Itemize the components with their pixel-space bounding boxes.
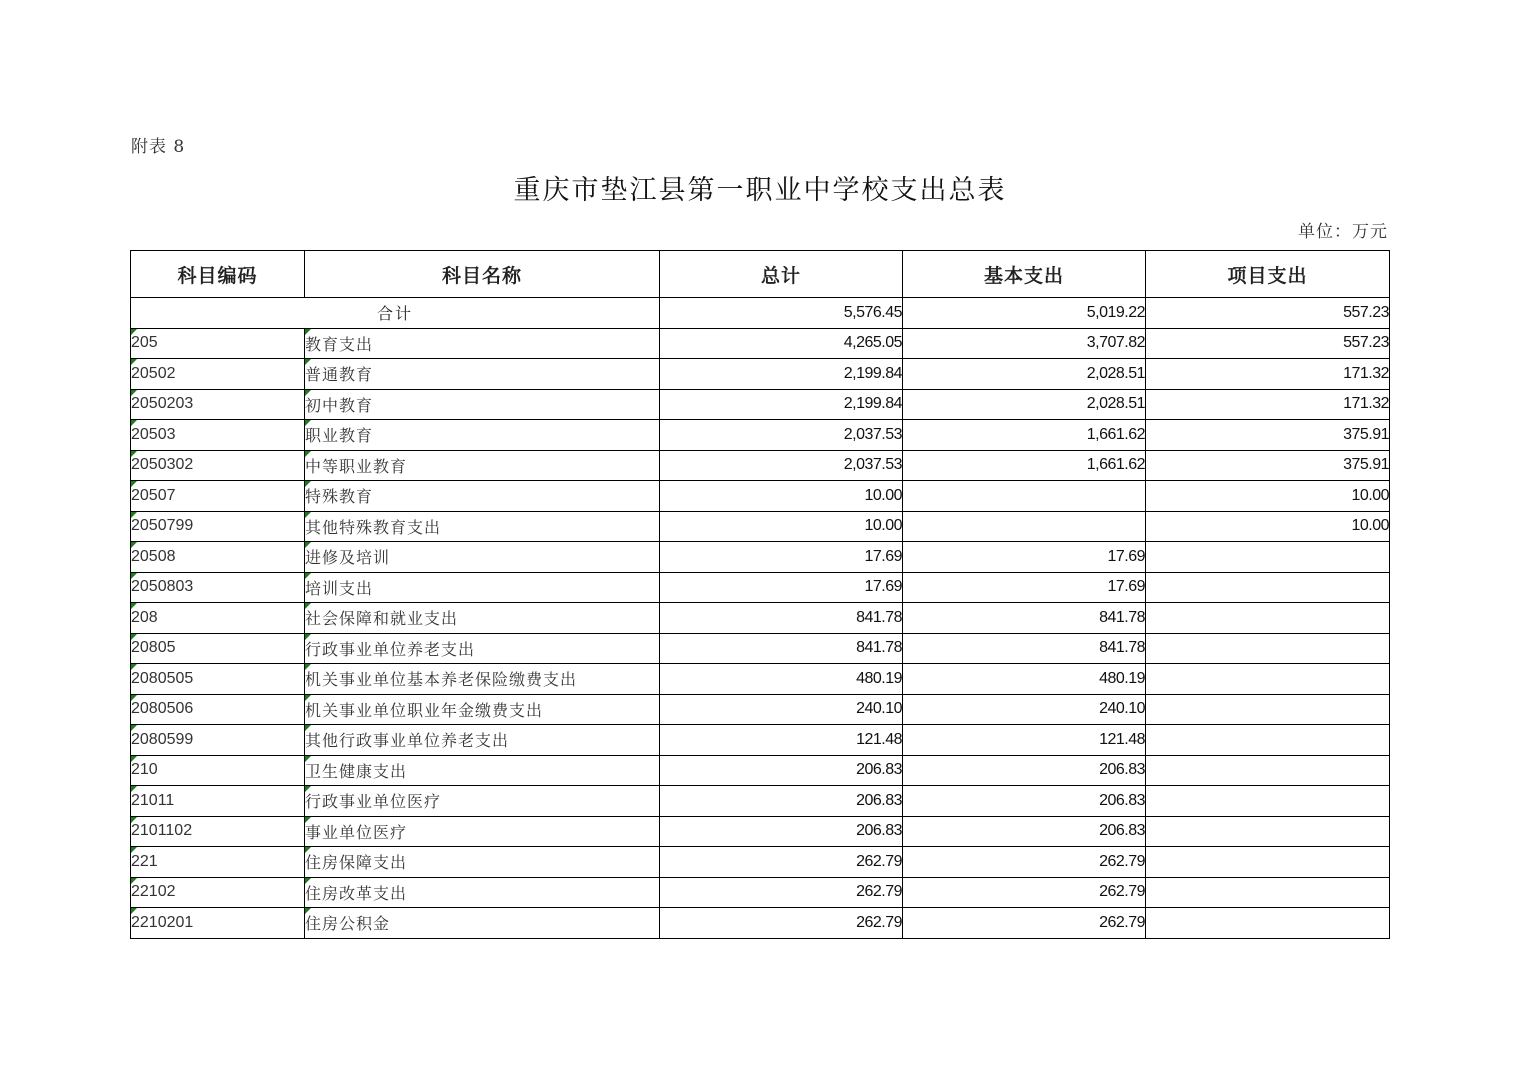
- subject-code: 20507: [131, 481, 305, 512]
- project-amount: [1146, 908, 1390, 939]
- table-row: [131, 908, 1390, 939]
- project-amount: [1146, 664, 1390, 695]
- total-amount: 4,265.05: [660, 328, 903, 359]
- project-amount: 375.91: [1146, 450, 1390, 481]
- total-amount: 206.83: [660, 755, 903, 786]
- page-title: 重庆市垫江县第一职业中学校支出总表: [513, 175, 1007, 206]
- table-row: [131, 572, 1390, 603]
- project-amount: [1146, 847, 1390, 878]
- project-amount: [1146, 542, 1390, 573]
- basic-amount: 121.48: [903, 725, 1146, 756]
- subject-name: 住房保障支出: [305, 847, 660, 878]
- subject-name: 职业教育: [305, 420, 660, 451]
- subject-name: 机关事业单位基本养老保险缴费支出: [305, 664, 660, 695]
- project-amount: [1146, 755, 1390, 786]
- basic-amount: 206.83: [903, 786, 1146, 817]
- total-project: 557.23: [1146, 298, 1390, 329]
- subject-name: 机关事业单位职业年金缴费支出: [305, 694, 660, 725]
- subject-code: 2080599: [131, 725, 305, 756]
- subject-name: 住房改革支出: [305, 877, 660, 908]
- basic-amount: 2,028.51: [903, 389, 1146, 420]
- table-row: [131, 389, 1390, 420]
- project-amount: [1146, 633, 1390, 664]
- column-header-basic: 基本支出: [903, 251, 1146, 298]
- subject-name: 初中教育: [305, 389, 660, 420]
- total-amount: 2,037.53: [660, 450, 903, 481]
- project-amount: 10.00: [1146, 511, 1390, 542]
- total-basic: 5,019.22: [903, 298, 1146, 329]
- basic-amount: 841.78: [903, 603, 1146, 634]
- table-row: [131, 359, 1390, 390]
- basic-amount: 262.79: [903, 847, 1146, 878]
- subject-code: 20502: [131, 359, 305, 390]
- subject-code: 205: [131, 328, 305, 359]
- subject-name: 中等职业教育: [305, 450, 660, 481]
- table-row: [131, 725, 1390, 756]
- total-amount: 2,199.84: [660, 389, 903, 420]
- total-amount: 10.00: [660, 481, 903, 512]
- basic-amount: 262.79: [903, 877, 1146, 908]
- project-amount: [1146, 786, 1390, 817]
- table-header-row: [131, 251, 1390, 298]
- table-row: [131, 328, 1390, 359]
- project-amount: [1146, 694, 1390, 725]
- subject-code: 2050302: [131, 450, 305, 481]
- subject-code: 20805: [131, 633, 305, 664]
- subject-code: 2050203: [131, 389, 305, 420]
- project-amount: [1146, 725, 1390, 756]
- basic-amount: 841.78: [903, 633, 1146, 664]
- total-label: 合计: [131, 298, 660, 329]
- subject-code: 208: [131, 603, 305, 634]
- subject-name: 教育支出: [305, 328, 660, 359]
- total-amount: 841.78: [660, 603, 903, 634]
- project-amount: [1146, 877, 1390, 908]
- column-header-project: 项目支出: [1146, 251, 1390, 298]
- project-amount: [1146, 603, 1390, 634]
- basic-amount: 3,707.82: [903, 328, 1146, 359]
- subject-name: 住房公积金: [305, 908, 660, 939]
- total-amount: 262.79: [660, 847, 903, 878]
- table-row: [131, 511, 1390, 542]
- subject-code: 21011: [131, 786, 305, 817]
- basic-amount: 17.69: [903, 572, 1146, 603]
- table-row: [131, 542, 1390, 573]
- subject-code: 221: [131, 847, 305, 878]
- subject-code: 2050799: [131, 511, 305, 542]
- project-amount: [1146, 572, 1390, 603]
- subject-code: 2080506: [131, 694, 305, 725]
- subject-name: 普通教育: [305, 359, 660, 390]
- total-amount: 17.69: [660, 572, 903, 603]
- total-amount: 10.00: [660, 511, 903, 542]
- subject-name: 卫生健康支出: [305, 755, 660, 786]
- total-amount: 480.19: [660, 664, 903, 695]
- table-row: [131, 664, 1390, 695]
- basic-amount: [903, 481, 1146, 512]
- table-row: [131, 816, 1390, 847]
- basic-amount: 17.69: [903, 542, 1146, 573]
- subject-name: 其他行政事业单位养老支出: [305, 725, 660, 756]
- subject-code: 2101102: [131, 816, 305, 847]
- table-row: [131, 786, 1390, 817]
- subject-code: 2050803: [131, 572, 305, 603]
- project-amount: 557.23: [1146, 328, 1390, 359]
- subject-name: 培训支出: [305, 572, 660, 603]
- project-amount: 171.32: [1146, 359, 1390, 390]
- total-amount: 262.79: [660, 908, 903, 939]
- total-amount: 2,037.53: [660, 420, 903, 451]
- table-row: [131, 603, 1390, 634]
- total-amount: 841.78: [660, 633, 903, 664]
- total-sum: 5,576.45: [660, 298, 903, 329]
- subject-code: 22102: [131, 877, 305, 908]
- table-row: [131, 847, 1390, 878]
- total-amount: 240.10: [660, 694, 903, 725]
- basic-amount: 2,028.51: [903, 359, 1146, 390]
- project-amount: 10.00: [1146, 481, 1390, 512]
- project-amount: 375.91: [1146, 420, 1390, 451]
- total-amount: 2,199.84: [660, 359, 903, 390]
- total-row: [131, 298, 1390, 329]
- table-row: [131, 633, 1390, 664]
- basic-amount: 240.10: [903, 694, 1146, 725]
- total-amount: 262.79: [660, 877, 903, 908]
- table-body: [131, 298, 1390, 939]
- subject-code: 2080505: [131, 664, 305, 695]
- basic-amount: 206.83: [903, 755, 1146, 786]
- subject-name: 其他特殊教育支出: [305, 511, 660, 542]
- subject-code: 20503: [131, 420, 305, 451]
- project-amount: [1146, 816, 1390, 847]
- table-row: [131, 420, 1390, 451]
- total-amount: 206.83: [660, 786, 903, 817]
- project-amount: 171.32: [1146, 389, 1390, 420]
- table-row: [131, 755, 1390, 786]
- column-header-name: 科目名称: [305, 251, 660, 298]
- subject-name: 进修及培训: [305, 542, 660, 573]
- total-amount: 206.83: [660, 816, 903, 847]
- table-row: [131, 877, 1390, 908]
- table-row: [131, 481, 1390, 512]
- subject-code: 2210201: [131, 908, 305, 939]
- subject-name: 社会保障和就业支出: [305, 603, 660, 634]
- annex-label: 附表 8: [131, 137, 186, 157]
- subject-name: 行政事业单位养老支出: [305, 633, 660, 664]
- basic-amount: 480.19: [903, 664, 1146, 695]
- total-amount: 17.69: [660, 542, 903, 573]
- expenditure-table: [130, 250, 1390, 939]
- basic-amount: [903, 511, 1146, 542]
- total-amount: 121.48: [660, 725, 903, 756]
- unit-label: 单位：万元: [1298, 222, 1388, 242]
- subject-name: 特殊教育: [305, 481, 660, 512]
- subject-code: 20508: [131, 542, 305, 573]
- subject-name: 事业单位医疗: [305, 816, 660, 847]
- basic-amount: 1,661.62: [903, 450, 1146, 481]
- subject-name: 行政事业单位医疗: [305, 786, 660, 817]
- basic-amount: 262.79: [903, 908, 1146, 939]
- table-row: [131, 450, 1390, 481]
- table-row: [131, 694, 1390, 725]
- basic-amount: 1,661.62: [903, 420, 1146, 451]
- column-header-code: 科目编码: [131, 251, 305, 298]
- basic-amount: 206.83: [903, 816, 1146, 847]
- column-header-total: 总计: [660, 251, 903, 298]
- subject-code: 210: [131, 755, 305, 786]
